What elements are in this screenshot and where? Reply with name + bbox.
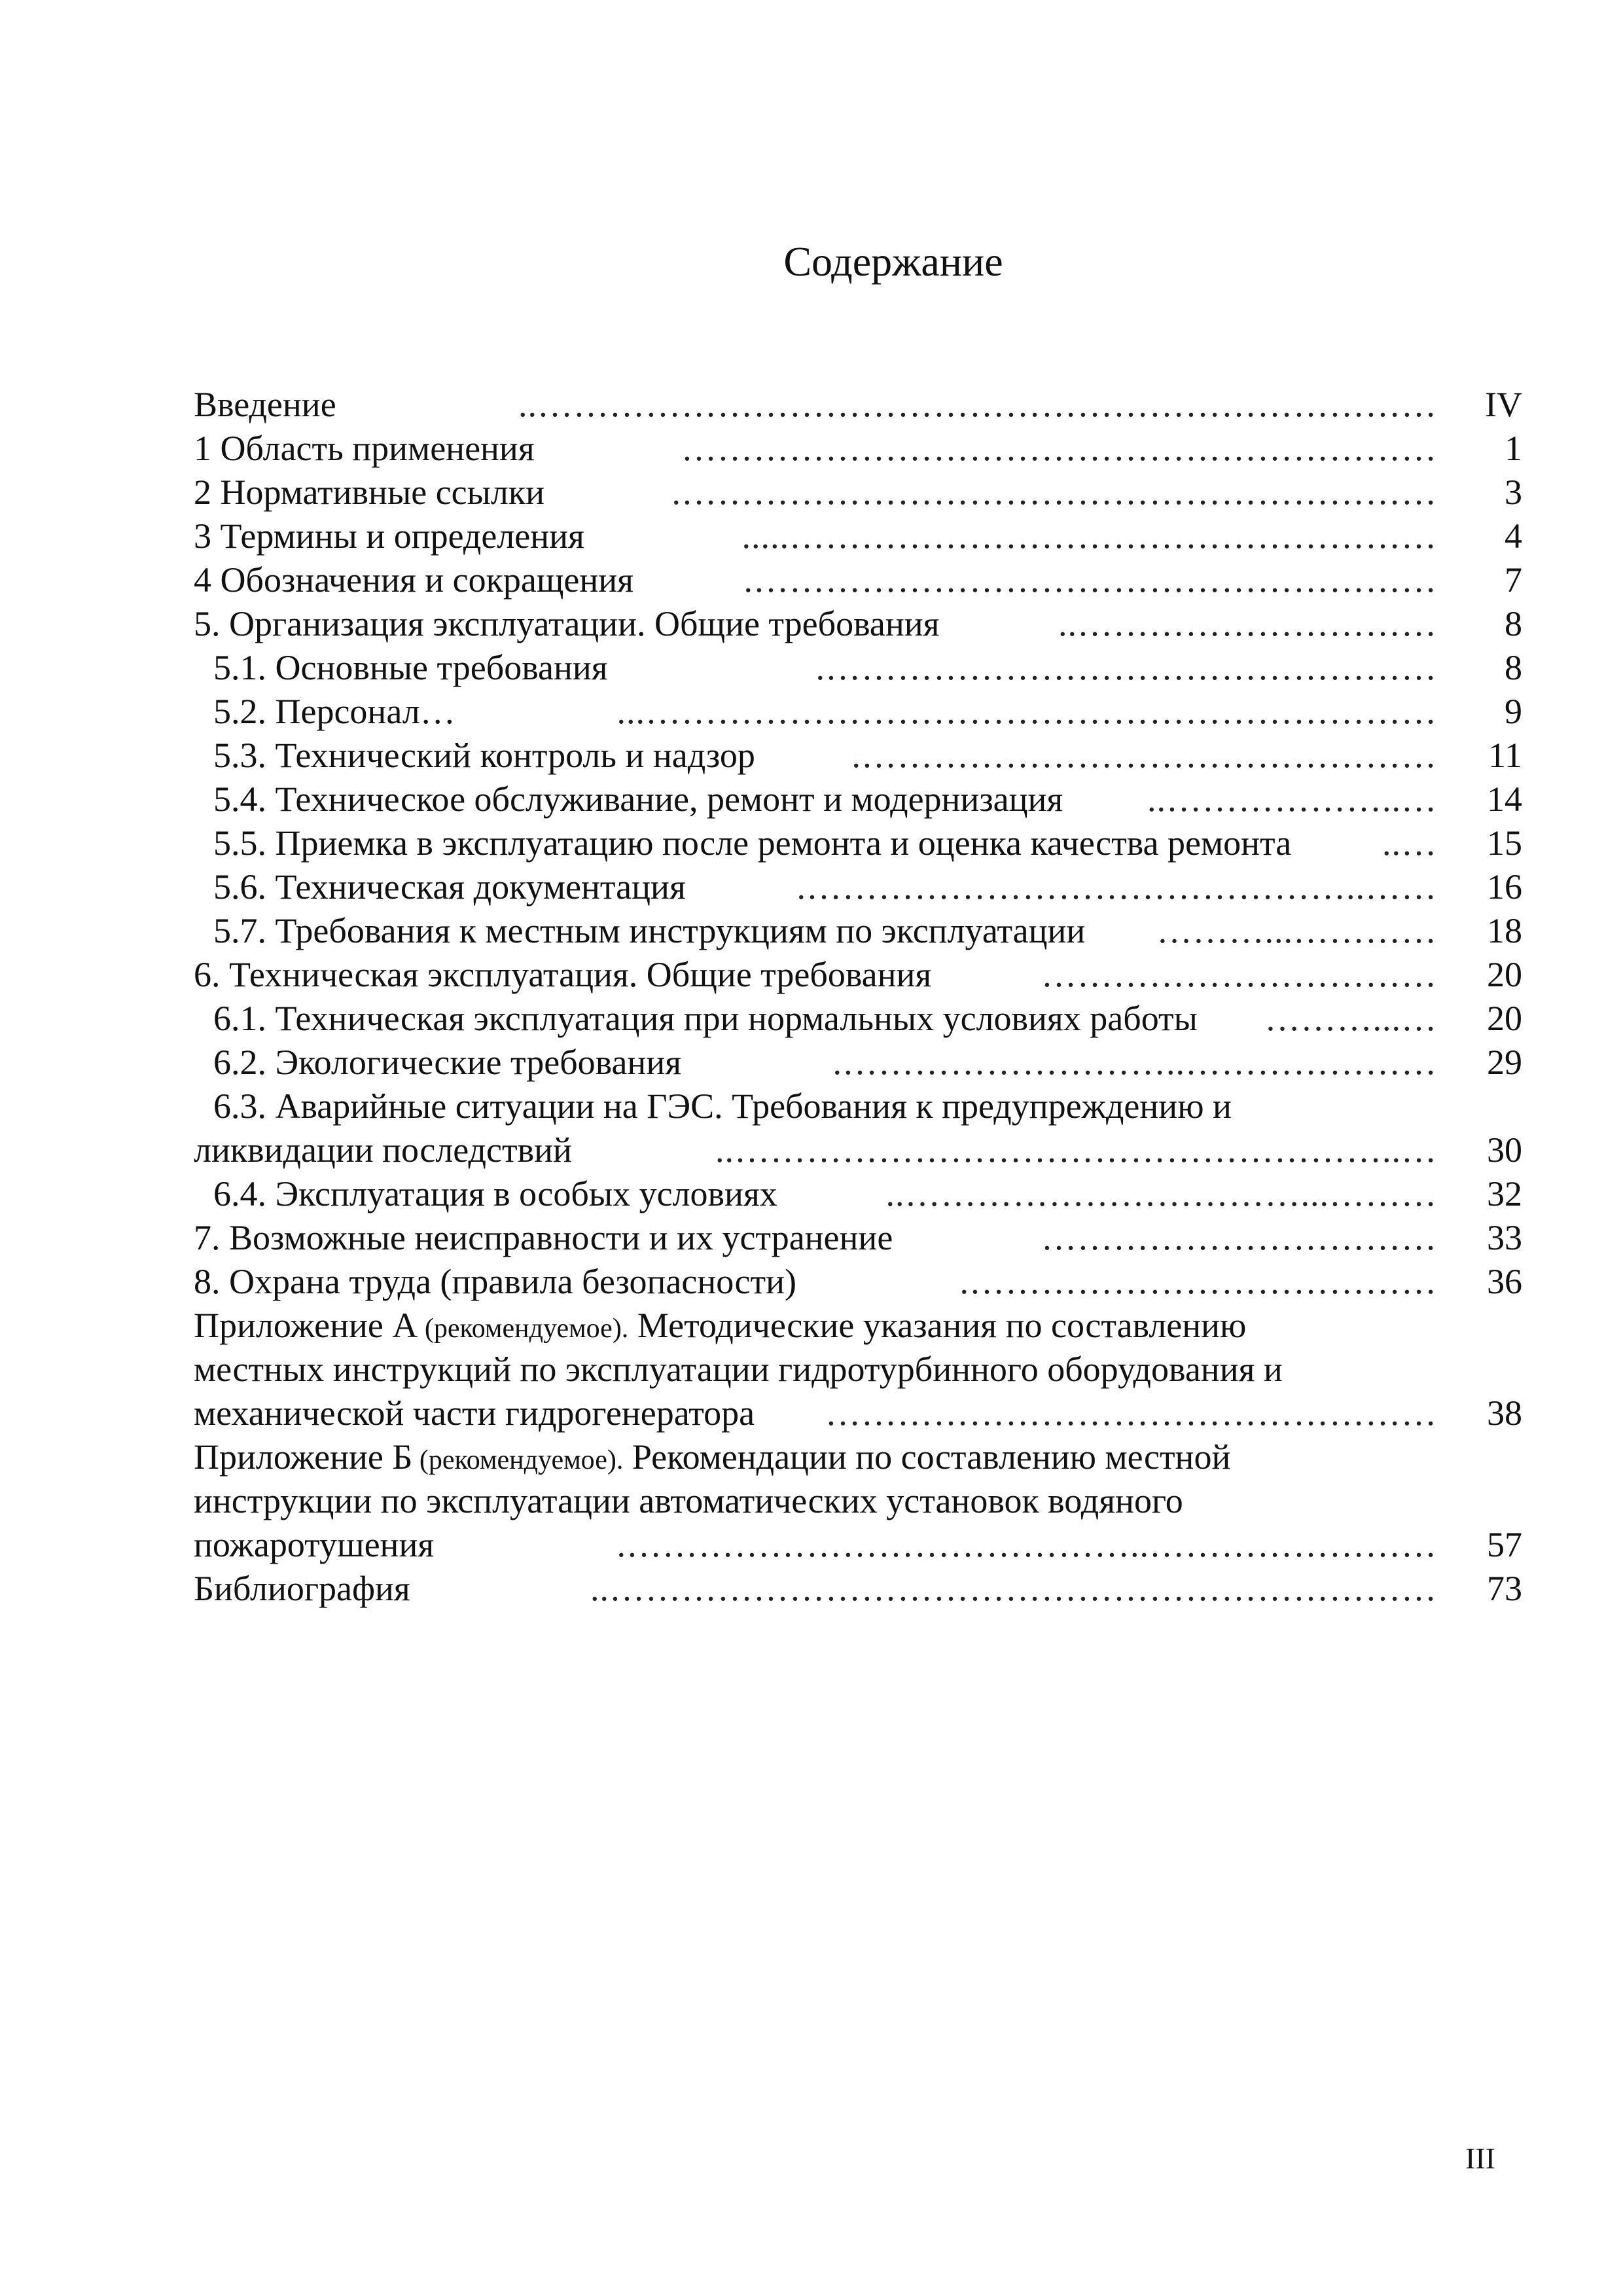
toc-entry-text: механической части гидрогенератора xyxy=(194,1393,755,1433)
toc-entry-text: инструкции по эксплуатации автоматических установок водяного xyxy=(194,1481,1183,1520)
toc-entry-text: 5. Организация эксплуатации. Общие требования xyxy=(194,604,940,643)
toc-entry[interactable] xyxy=(194,778,1522,821)
toc-entry-text: 8. Охрана труда (правила безопасности) xyxy=(194,1262,797,1301)
toc-entry-label xyxy=(194,1523,434,1567)
toc-entry-annex-title: Методические указания по составлению xyxy=(628,1306,1247,1345)
toc-entry[interactable] xyxy=(194,558,1522,602)
toc-entry-text: 5.2. Персонал… xyxy=(213,692,455,731)
toc-entry-text: 3 Термины и определения xyxy=(194,516,584,556)
toc-entry-text: 5.1. Основные требования xyxy=(213,648,608,687)
toc-dot-leader: ……..………………………………………. xyxy=(796,867,1437,906)
toc-entry-label xyxy=(213,1172,777,1216)
toc-page-number: 7 xyxy=(1505,560,1522,600)
toc-dot-leader: …..……………………………………………….. xyxy=(715,1130,1437,1170)
toc-page-number: 57 xyxy=(1487,1525,1522,1564)
toc-entry[interactable] xyxy=(194,1216,1522,1260)
page-number: III xyxy=(1465,2142,1495,2175)
toc-entry-text: Приложение А xyxy=(194,1306,418,1345)
toc-entry[interactable] xyxy=(194,690,1522,734)
toc-entry-text: 2 Нормативные ссылки xyxy=(194,473,544,512)
toc-entry-text: Библиография xyxy=(194,1569,410,1608)
toc-entry-text: 5.5. Приемка в эксплуатацию после ремонта и оценка качества ремонта xyxy=(213,823,1292,863)
toc-entry-text: 6.2. Экологические требования xyxy=(213,1043,682,1082)
toc-entry-label xyxy=(194,1435,1230,1482)
toc-entry-label xyxy=(194,471,544,514)
toc-entry[interactable] xyxy=(194,383,1522,427)
toc-entry-text: 5.3. Технический контроль и надзор xyxy=(213,736,755,775)
toc-dot-leader: …………………………………………………………….. xyxy=(590,1569,1437,1608)
toc-entry[interactable] xyxy=(194,602,1522,646)
toc-entry[interactable] xyxy=(194,514,1522,558)
toc-dot-leader: ….. xyxy=(1382,823,1437,863)
toc-entry-text: 6. Техническая эксплуатация. Общие требования xyxy=(194,955,932,994)
toc-page-number: 8 xyxy=(1505,648,1522,687)
toc-entry-label xyxy=(194,558,633,602)
toc-entry[interactable] xyxy=(194,865,1522,909)
toc-dot-leader: …………………………… xyxy=(1041,1218,1437,1257)
toc-entry-label xyxy=(194,1260,796,1304)
toc-entry-text: 5.6. Техническая документация xyxy=(213,867,686,906)
toc-page-number: 33 xyxy=(1487,1218,1522,1257)
toc-entry-text: 1 Область применения xyxy=(194,429,535,468)
toc-dot-leader: ……………………..……………………………………. xyxy=(616,1525,1437,1564)
toc-entry[interactable] xyxy=(194,1523,1522,1567)
toc-dot-leader: …………………………………………. xyxy=(851,736,1437,775)
toc-page-number: 16 xyxy=(1487,867,1522,906)
toc-entry-label xyxy=(194,1348,1283,1391)
toc-dot-leader: …..……………….. xyxy=(1147,780,1437,819)
toc-page-number: 20 xyxy=(1487,999,1522,1038)
toc-entry-label xyxy=(213,1041,681,1085)
toc-entry-label xyxy=(213,690,455,734)
toc-entry-label xyxy=(213,909,1085,953)
toc-entry-label xyxy=(194,953,931,997)
toc-page-number: 20 xyxy=(1487,955,1522,994)
toc-page-number: 38 xyxy=(1487,1393,1522,1433)
toc-entry-label xyxy=(194,514,584,558)
toc-entry-text: 5.7. Требования к местным инструкциям по эксплуатации xyxy=(213,911,1086,950)
table-of-contents xyxy=(194,383,1522,1611)
toc-entry[interactable] xyxy=(194,1479,1522,1523)
toc-page-number: 15 xyxy=(1487,823,1522,863)
toc-page-number: 30 xyxy=(1487,1130,1522,1170)
toc-entry[interactable] xyxy=(194,1041,1522,1085)
toc-entry-label xyxy=(194,1128,572,1172)
toc-entry-annex-status: (рекомендуемое). xyxy=(412,1445,624,1475)
toc-entry[interactable] xyxy=(194,1085,1522,1128)
toc-dot-leader: ………...…………………………….. xyxy=(885,1174,1437,1213)
toc-entry[interactable] xyxy=(194,1304,1522,1348)
toc-dot-leader: …...……… xyxy=(1264,999,1437,1038)
toc-entry-label xyxy=(213,821,1291,865)
toc-dot-leader: ……………………………………………. xyxy=(815,648,1437,687)
toc-dot-leader: …………………………………………………. xyxy=(743,560,1437,600)
toc-entry-annex-title: Рекомендации по составлению местной xyxy=(623,1437,1231,1477)
toc-entry[interactable] xyxy=(194,997,1522,1041)
toc-entry[interactable] xyxy=(194,471,1522,514)
toc-entry[interactable] xyxy=(194,1172,1522,1216)
toc-page-number: 18 xyxy=(1487,911,1522,950)
toc-entry-text: 6.3. Аварийные ситуации на ГЭС. Требования к предупреждению и xyxy=(213,1086,1232,1126)
toc-entry-text: 6.1. Техническая эксплуатация при нормальных условиях работы xyxy=(213,999,1198,1038)
toc-entry-text: Введение xyxy=(194,385,336,424)
toc-entry-label xyxy=(194,1216,893,1260)
toc-entry-text: 5.4. Техническое обслуживание, ремонт и модернизация xyxy=(213,780,1063,819)
toc-entry-label xyxy=(194,1567,410,1611)
toc-dot-leader: ………………………………………………………. xyxy=(671,473,1437,512)
toc-entry[interactable] xyxy=(194,734,1522,778)
toc-page-number: 8 xyxy=(1505,604,1522,643)
toc-entry-text: пожаротушения xyxy=(194,1525,435,1564)
toc-page-number: IV xyxy=(1485,385,1522,424)
toc-entry-label xyxy=(213,865,686,909)
toc-dot-leader: …………………………………………… xyxy=(825,1393,1437,1433)
toc-entry[interactable] xyxy=(194,1260,1522,1304)
toc-entry[interactable] xyxy=(194,427,1522,471)
toc-dot-leader: …………………………………. xyxy=(959,1262,1437,1301)
toc-entry-text: 7. Возможные неисправности и их устранение xyxy=(194,1218,893,1257)
toc-dot-leader: ………………………………………………..... xyxy=(741,516,1437,556)
toc-entry-label xyxy=(194,1304,1246,1351)
toc-dot-leader: ………………………….. xyxy=(1058,604,1437,643)
toc-entry[interactable] xyxy=(194,1128,1522,1172)
toc-entry[interactable] xyxy=(194,1435,1522,1479)
toc-dot-leader: …………...……… xyxy=(1156,911,1437,950)
toc-entry-label xyxy=(213,997,1198,1041)
toc-entry-label xyxy=(194,602,940,646)
toc-entry-annex-status: (рекомендуемое). xyxy=(418,1314,629,1344)
toc-entry[interactable] xyxy=(194,821,1522,865)
toc-entry[interactable] xyxy=(194,1567,1522,1611)
toc-page-number: 1 xyxy=(1505,429,1522,468)
toc-entry[interactable] xyxy=(194,646,1522,690)
toc-page-number: 11 xyxy=(1488,736,1522,775)
toc-page-number: 14 xyxy=(1487,780,1522,819)
toc-entry-text: местных инструкций по эксплуатации гидротурбинного оборудования и xyxy=(194,1350,1283,1389)
toc-page-number: 73 xyxy=(1487,1569,1522,1608)
toc-entry[interactable] xyxy=(194,953,1522,997)
toc-dot-leader: ………………………………………………………………….. xyxy=(518,385,1437,424)
toc-entry-text: ликвидации последствий xyxy=(194,1130,572,1170)
toc-entry-label xyxy=(194,1391,755,1435)
toc-dot-leader: …………………………… xyxy=(1041,955,1437,994)
toc-dot-leader: …………………………………………………………... xyxy=(616,692,1437,731)
toc-page-number: 29 xyxy=(1487,1043,1522,1082)
toc-entry-text: 6.4. Эксплуатация в особых условиях xyxy=(213,1174,777,1213)
toc-entry-label xyxy=(194,1479,1183,1523)
toc-entry-text: Приложение Б xyxy=(194,1437,413,1477)
toc-page-number: 36 xyxy=(1487,1262,1522,1301)
toc-entry-label xyxy=(213,734,755,778)
toc-entry-label xyxy=(194,427,535,471)
toc-entry-label xyxy=(194,383,336,427)
toc-entry[interactable] xyxy=(194,909,1522,953)
toc-entry-label xyxy=(213,646,608,690)
toc-entry-text: 4 Обозначения и сокращения xyxy=(194,560,634,600)
toc-entry-label xyxy=(213,778,1063,821)
toc-dot-leader: …………………..………………………. xyxy=(832,1043,1437,1082)
toc-entry[interactable] xyxy=(194,1391,1522,1435)
toc-page-number: 32 xyxy=(1487,1174,1522,1213)
toc-page-number: 9 xyxy=(1505,692,1522,731)
toc-entry[interactable] xyxy=(194,1348,1522,1391)
page-title: Содержание xyxy=(783,238,1003,285)
toc-page-number: 3 xyxy=(1505,473,1522,512)
toc-dot-leader: ……………………………………………………… xyxy=(681,429,1437,468)
toc-entry-label xyxy=(213,1085,1232,1128)
toc-page-number: 4 xyxy=(1505,516,1522,556)
